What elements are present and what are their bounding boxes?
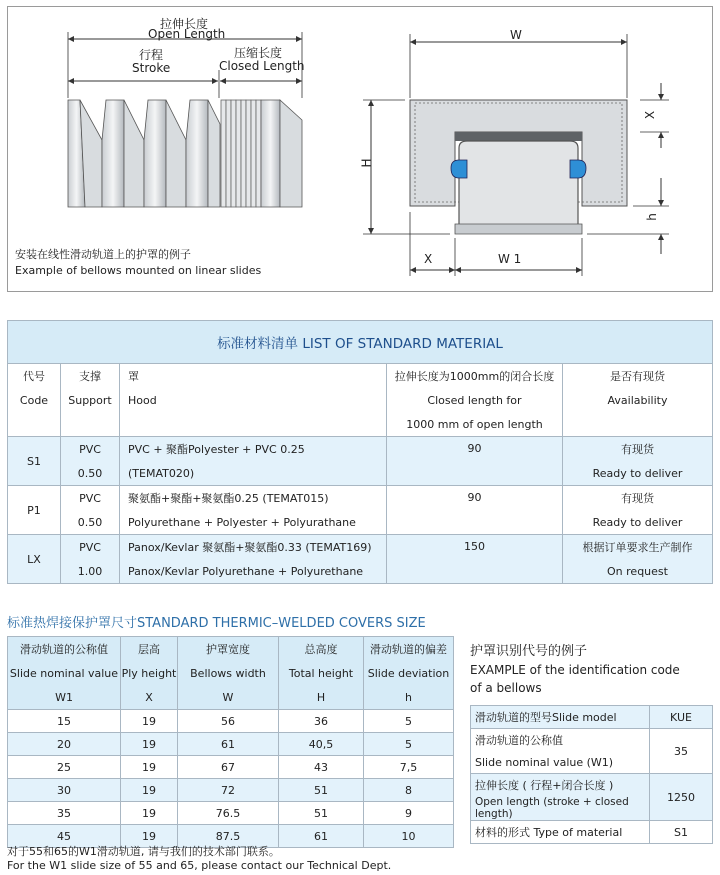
header-code-en: Code xyxy=(8,388,61,412)
cell: 87.5 xyxy=(178,825,279,848)
row-closed-length: 90 xyxy=(387,486,563,535)
covers-size-table xyxy=(7,636,454,848)
closed-length-label-cn: 压缩长度 xyxy=(234,46,283,60)
example-value: 1250 xyxy=(650,774,713,821)
open-length-label-en: Open Length xyxy=(148,27,226,41)
cell: 67 xyxy=(178,756,279,779)
size-note-en: For the W1 slide size of 55 and 65, please contact our Technical Dept. xyxy=(7,859,392,872)
table-row xyxy=(8,756,454,779)
cell: 5 xyxy=(364,733,454,756)
cell: 19 xyxy=(121,710,178,733)
row-availability: 有现货 xyxy=(563,486,713,511)
example-label-en: Open length (stroke + closed length) xyxy=(471,796,650,821)
cell: 19 xyxy=(121,802,178,825)
row-hood-line2: Panox/Kevlar Polyurethane + Polyurethane xyxy=(120,559,387,584)
example-title-cn: 护罩识别代号的例子 xyxy=(470,644,588,659)
example-row xyxy=(471,729,713,752)
row-hood: Panox/Kevlar 聚氨酯+聚氨酯0.33 (TEMAT169) xyxy=(120,535,387,560)
cell: 7,5 xyxy=(364,756,454,779)
example-value: KUE xyxy=(650,706,713,729)
cell: 10 xyxy=(364,825,454,848)
stroke-label-cn: 行程 xyxy=(139,48,164,62)
closed-length-label-en: Closed Length xyxy=(219,59,305,73)
cell: 56 xyxy=(178,710,279,733)
col-header-cn: 护罩宽度 xyxy=(178,637,279,662)
row-hood-line2: Polyurethane + Polyester + Polyurathane xyxy=(120,510,387,535)
open-length-label-cn: 拉伸长度 xyxy=(160,17,209,31)
example-label: 滑动轨道的公称值 xyxy=(471,729,650,752)
col-header-en: Slide nominal value xyxy=(8,661,121,685)
col-header-en: Slide deviation xyxy=(364,661,454,685)
material-table-title: 标准材料清单 LIST OF STANDARD MATERIAL xyxy=(8,321,713,364)
table-row xyxy=(8,802,454,825)
row-closed-length: 90 xyxy=(387,437,563,486)
material-row-s1 xyxy=(8,437,713,462)
cell: 15 xyxy=(8,710,121,733)
row-code: P1 xyxy=(8,486,61,535)
row-availability: 根据订单要求生产制作 xyxy=(563,535,713,560)
dim-x-bottom-label: X xyxy=(424,252,433,266)
row-support-thickness: 0.50 xyxy=(61,461,120,486)
header-code-cn: 代号 xyxy=(8,364,61,389)
size-note-cn: 对于55和65的W1滑动轨道, 请与我们的技术部门联系。 xyxy=(7,845,280,858)
cell: 76.5 xyxy=(178,802,279,825)
material-row-p1 xyxy=(8,486,713,511)
cell: 20 xyxy=(8,733,121,756)
example-title-en-2: of a bellows xyxy=(470,681,542,695)
row-support-thickness: 1.00 xyxy=(61,559,120,584)
example-row xyxy=(471,706,713,729)
col-header-en: Bellows width xyxy=(178,661,279,685)
row-code: LX xyxy=(8,535,61,584)
table-row xyxy=(8,710,454,733)
cell: 9 xyxy=(364,802,454,825)
example-value: 35 xyxy=(650,729,713,774)
cell: 43 xyxy=(279,756,364,779)
diagram-caption-cn: 安装在线性滑动轨道上的护罩的例子 xyxy=(15,248,191,261)
header-availability-en: Availability xyxy=(563,388,713,412)
row-support: PVC xyxy=(61,535,120,560)
material-row-lx xyxy=(8,535,713,560)
bellows-cross-section xyxy=(355,28,685,278)
cell: 35 xyxy=(8,802,121,825)
row-availability: 有现货 xyxy=(563,437,713,462)
col-header-cn: 层高 xyxy=(121,637,178,662)
header-hood-en: Hood xyxy=(120,388,387,412)
col-header-en: Total height xyxy=(279,661,364,685)
cell: 19 xyxy=(121,733,178,756)
dim-h-label: H xyxy=(359,158,374,168)
cell: 5 xyxy=(364,710,454,733)
example-label-en: Slide nominal value (W1) xyxy=(471,751,650,774)
cell: 61 xyxy=(178,733,279,756)
cell: 45 xyxy=(8,825,121,848)
example-row xyxy=(471,821,713,844)
table-row xyxy=(8,779,454,802)
col-header-symbol: W1 xyxy=(8,685,121,710)
cell: 19 xyxy=(121,825,178,848)
cell: 51 xyxy=(279,779,364,802)
standard-material-table xyxy=(7,320,713,584)
header-hood-cn: 罩 xyxy=(120,364,387,389)
col-header-cn: 滑动轨道的偏差 xyxy=(364,637,454,662)
example-title-en-1: EXAMPLE of the identification code xyxy=(470,663,680,677)
row-support-thickness: 0.50 xyxy=(61,510,120,535)
cell: 51 xyxy=(279,802,364,825)
cell: 19 xyxy=(121,756,178,779)
dim-w1-label: W 1 xyxy=(498,252,522,266)
identification-code-example-table xyxy=(470,705,713,844)
row-hood-line2: (TEMAT020) xyxy=(120,461,387,486)
cell: 25 xyxy=(8,756,121,779)
col-header-cn: 总高度 xyxy=(279,637,364,662)
example-value: S1 xyxy=(650,821,713,844)
size-table-title: 标准热焊接保护罩尺寸STANDARD THERMIC–WELDED COVERS SIZE xyxy=(7,616,426,631)
row-hood: 聚氨酯+聚酯+聚氨酯0.25 (TEMAT015) xyxy=(120,486,387,511)
cell: 30 xyxy=(8,779,121,802)
cell: 40,5 xyxy=(279,733,364,756)
row-closed-length: 150 xyxy=(387,535,563,584)
diagram-caption-en: Example of bellows mounted on linear slides xyxy=(15,264,262,277)
col-header-symbol: W xyxy=(178,685,279,710)
dim-h-small-label: h xyxy=(644,213,659,221)
cell: 8 xyxy=(364,779,454,802)
cell: 36 xyxy=(279,710,364,733)
col-header-symbol: X xyxy=(121,685,178,710)
example-label: 滑动轨道的型号Slide model xyxy=(471,706,650,729)
row-availability-en: On request xyxy=(563,559,713,584)
row-availability-en: Ready to deliver xyxy=(563,510,713,535)
row-support: PVC xyxy=(61,437,120,462)
header-availability-cn: 是否有现货 xyxy=(563,364,713,389)
row-support: PVC xyxy=(61,486,120,511)
example-row xyxy=(471,774,713,797)
cell: 61 xyxy=(279,825,364,848)
dim-w-label: W xyxy=(510,28,522,42)
row-availability-en: Ready to deliver xyxy=(563,461,713,486)
row-hood: PVC + 聚酯Polyester + PVC 0.25 xyxy=(120,437,387,462)
header-support-cn: 支撑 xyxy=(61,364,120,389)
header-closed-cn: 拉伸长度为1000mm的闭合长度 xyxy=(387,364,563,389)
cell: 19 xyxy=(121,779,178,802)
example-label: 材料的形式 Type of material xyxy=(471,821,650,844)
col-header-cn: 滑动轨道的公称值 xyxy=(8,637,121,662)
col-header-symbol: h xyxy=(364,685,454,710)
table-row xyxy=(8,733,454,756)
header-support-en: Support xyxy=(61,388,120,412)
example-label: 拉伸长度 ( 行程+闭合长度 ) xyxy=(471,774,650,797)
dim-x-right-label: X xyxy=(643,110,658,120)
stroke-label-en: Stroke xyxy=(132,61,171,75)
cell: 72 xyxy=(178,779,279,802)
col-header-en: Ply height xyxy=(121,661,178,685)
col-header-symbol: H xyxy=(279,685,364,710)
bellows-side-view xyxy=(40,12,330,212)
row-code: S1 xyxy=(8,437,61,486)
header-closed-en-2: 1000 mm of open length xyxy=(387,412,563,437)
header-closed-en-1: Closed length for xyxy=(387,388,563,412)
